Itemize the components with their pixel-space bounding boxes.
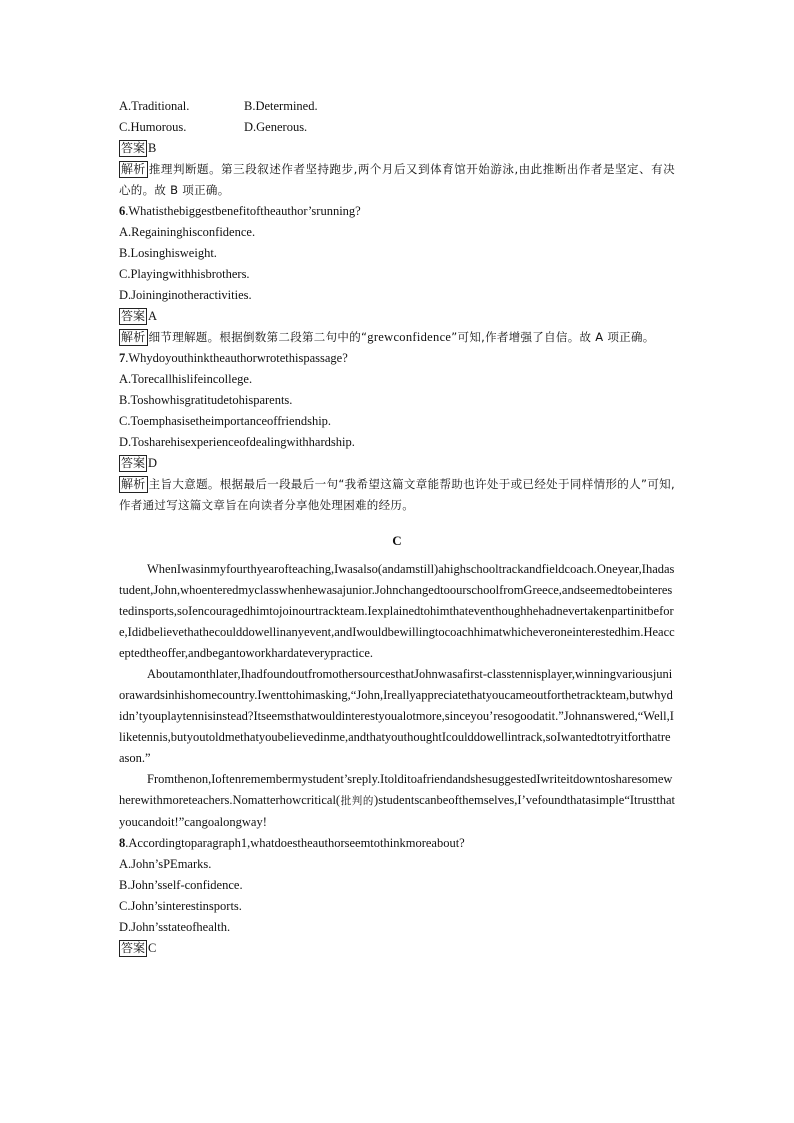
- q8-question-text: .Accordingtoparagraph1,whatdoestheauthorseemtothinkmoreabout?: [125, 836, 465, 850]
- q5-option-d: D.Generous.: [244, 120, 308, 134]
- q7-answer-value: D: [148, 456, 158, 470]
- passage-paragraph-3: [119, 769, 675, 833]
- analysis-tag: 解析: [121, 330, 146, 344]
- passage-gloss: 批判的: [340, 795, 375, 807]
- q7-analysis: [119, 474, 675, 516]
- analysis-tag: 解析: [121, 477, 146, 491]
- q5-answer: [119, 138, 675, 159]
- q6-analysis-post: ”可知,作者增强了自信。故 A 项正确。: [451, 330, 655, 344]
- answer-tag: 答案: [121, 141, 146, 155]
- q5-options-row-1: [119, 96, 675, 117]
- q7-option-b: B.Toshowhisgratitudetohisparents.: [119, 393, 293, 407]
- q6-option-a: A.Regaininghisconfidence.: [119, 225, 256, 239]
- passage-paragraph-3-b: )studentscanbeofthemselves,I’vefoundthatasimple“Itrustthatyoucandoit!”cangoalongway!: [119, 793, 675, 829]
- q6-option-c: C.Playingwithhisbrothers.: [119, 267, 250, 281]
- analysis-tag: 解析: [121, 162, 146, 176]
- q8-answer: [119, 938, 675, 959]
- q8-option-d: D.John’sstateofhealth.: [119, 920, 231, 934]
- q5-analysis: [119, 159, 675, 201]
- passage-paragraph-3-a: Fromthenon,Ioftenremembermystudent’sreply.ItolditoafriendandshesuggestedIwriteitdowntosharesomewherewithmoreteachers.Nomatterhowcritical(: [119, 772, 673, 807]
- q8-option-c: C.John’sinterestinsports.: [119, 899, 242, 913]
- q8-number: 8: [119, 836, 126, 850]
- section-c-title: C: [392, 533, 402, 548]
- q6-analysis-pre: 细节理解题。根据倒数第二段第二句中的“: [148, 330, 368, 344]
- q7-option-a: A.Torecallhislifeincollege.: [119, 372, 253, 386]
- q7-number: 7: [119, 351, 126, 365]
- q8-question: [119, 833, 675, 854]
- q7-analysis-text: 主旨大意题。根据最后一段最后一句“我希望这篇文章能帮助也许处于或已经处于同样情形的人”可知,作者通过写这篇文章旨在向读者分享他处理困难的经历。: [119, 477, 675, 512]
- q7-option-c: C.Toemphasisetheimportanceoffriendship.: [119, 414, 332, 428]
- q7-question: [119, 348, 675, 369]
- q6-number: 6: [119, 204, 126, 218]
- answer-tag: 答案: [121, 941, 146, 955]
- q6-analysis: [119, 327, 675, 348]
- answer-tag: 答案: [121, 456, 146, 470]
- q6-option-d: D.Joininginotheractivities.: [119, 288, 252, 302]
- q5-option-b: B.Determined.: [244, 99, 318, 113]
- q5-options-row-2: [119, 117, 675, 138]
- q7-answer: [119, 453, 675, 474]
- q6-question: [119, 201, 675, 222]
- passage-paragraph-1: WhenIwasinmyfourthyearofteaching,Iwasalso(andamstill)ahighschooltrackandfieldcoach.Oneyear,Ihadastudent,John,whoenteredmyclasswhenhewasajunior.JohnchangedtoourschoolfromGreece,andseemedtobeinterestedinsports,soIencouragedhimtojoinourtrackteam.Iexplainedtohimthateventhoughhehadnevertakenpartinitbefore,Ididbelievethathecoulddowellinanyevent,andIwouldbewillingtocoachhimatwhicheveroneinterestedhim.Heacceptedtheoffer,andbegantoworkhardateverypractice.: [119, 562, 675, 660]
- q5-analysis-text: 推理判断题。第三段叙述作者坚持跑步,两个月后又到体育馆开始游泳,由此推断出作者是坚定、有决心的。故 B 项正确。: [119, 162, 675, 197]
- q8-answer-value: C: [148, 941, 157, 955]
- q8-option-b: B.John’sself-confidence.: [119, 878, 243, 892]
- document-content: [119, 96, 675, 959]
- q6-analysis-quote: grewconfidence: [367, 330, 452, 344]
- q6-answer-value: A: [148, 309, 158, 323]
- q6-answer: [119, 306, 675, 327]
- q7-question-text: .Whydoyouthinktheauthorwrotethispassage?: [125, 351, 348, 365]
- q5-option-a: A.Traditional.: [119, 99, 190, 113]
- q5-answer-value: B: [148, 141, 157, 155]
- q6-option-b: B.Losinghisweight.: [119, 246, 217, 260]
- q5-option-c: C.Humorous.: [119, 120, 187, 134]
- q8-option-a: A.John’sPEmarks.: [119, 857, 212, 871]
- answer-tag: 答案: [121, 309, 146, 323]
- q6-question-text: .Whatisthebiggestbenefitoftheauthor’srunning?: [125, 204, 361, 218]
- passage-paragraph-2: Aboutamonthlater,IhadfoundoutfromothersourcesthatJohnwasafirst-classtennisplayer,winningvariousjuniorawardsinhishomecountry.Iwenttohimasking,“John,Ireallyappreciatethatyoucameoutforthetrackteam,butwhydidn’tyouplaytennisinstead?Itseemsthatwouldinterestyoualotmore,sinceyou’resogoodatit.”Johnanswered,“Well,Iliketennis,butyoutoldmethatyoubelievedinme,andthatyouthoughtIcoulddowellintrack,soIwantedtotryitforthatreason.”: [119, 667, 674, 765]
- q7-option-d: D.Tosharehisexperienceofdealingwithhardship.: [119, 435, 355, 449]
